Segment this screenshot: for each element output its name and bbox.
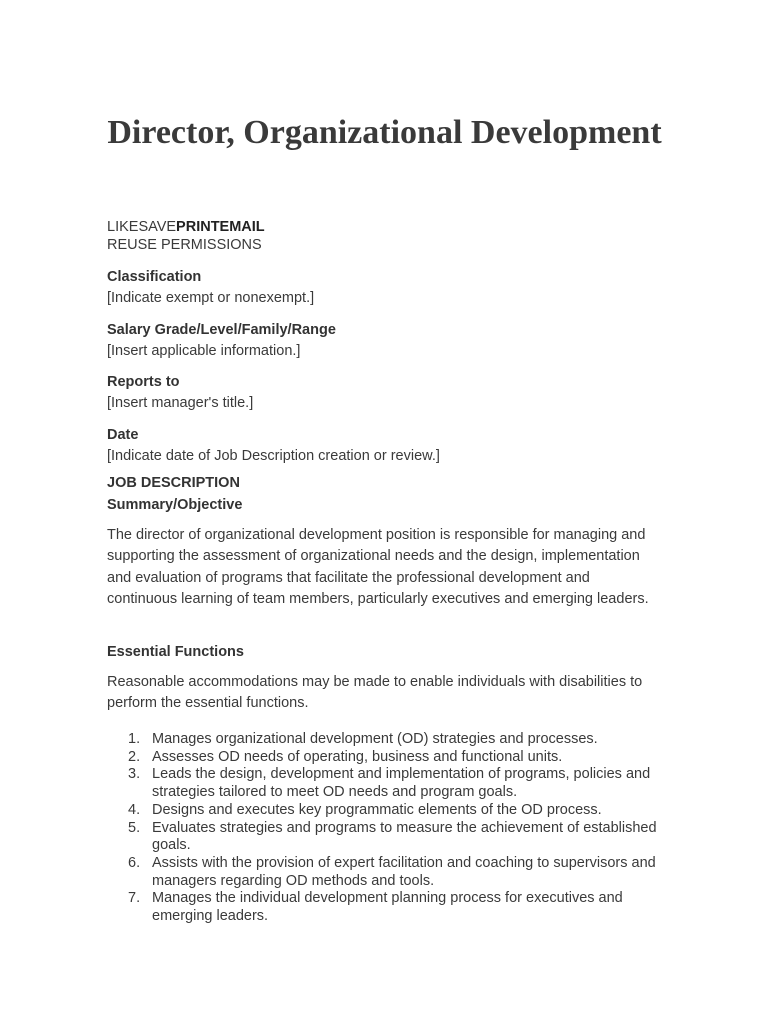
list-text: Evaluates strategies and programs to measure the achievement of established goals. [152, 819, 657, 854]
list-text: Assesses OD needs of operating, business and functional units. [152, 748, 563, 765]
list-item [107, 890, 667, 925]
list-number: 5. [128, 819, 141, 836]
list-number: 2. [128, 748, 141, 765]
field-classification [107, 268, 667, 307]
list-number: 6. [128, 854, 141, 871]
list-item [107, 820, 667, 855]
action-links [107, 218, 265, 254]
list-number: 1. [128, 731, 141, 747]
field-value: [Indicate date of Job Description creation or review.] [107, 448, 440, 464]
list-item [107, 855, 667, 890]
list-number: 7. [128, 890, 141, 907]
field-value: [Insert manager's title.] [107, 395, 254, 411]
list-text: Manages the individual development planning process for executives and emerging leaders. [152, 890, 623, 925]
share-row [107, 218, 265, 236]
email-link[interactable]: EMAIL [219, 219, 265, 235]
like-link[interactable]: LIKE [107, 219, 139, 235]
summary-heading: Summary/Objective [107, 497, 243, 513]
field-label: Salary Grade/Level/Family/Range [107, 322, 336, 338]
page-title: Director, Organizational Development [107, 114, 662, 151]
duties-list [107, 731, 667, 926]
field-salary-grade [107, 321, 667, 360]
field-date [107, 426, 667, 465]
field-label: Classification [107, 269, 202, 285]
field-value: [Indicate exempt or nonexempt.] [107, 290, 315, 306]
essential-functions-text: Reasonable accommodations may be made to enable individuals with disabilities to perform the essential functions. [107, 674, 643, 712]
list-item [107, 731, 667, 749]
list-item [107, 749, 667, 767]
field-label: Reports to [107, 374, 180, 390]
field-reports-to [107, 373, 667, 412]
job-description-heading: JOB DESCRIPTION [107, 475, 240, 491]
essential-functions-heading: Essential Functions [107, 644, 244, 660]
list-text: Assists with the provision of expert facilitation and coaching to supervisors and managers regarding OD methods and tools. [152, 854, 656, 889]
list-number: 4. [128, 801, 141, 818]
list-text: Designs and executes key programmatic elements of the OD process. [152, 801, 602, 818]
summary-text: The director of organizational development position is responsible for managing and supporting the assessment of organizational needs and the design, implementation and evaluation of programs that facilitate the professional development and continuous learning of team members, particularly executives and emerging leaders. [107, 527, 649, 607]
field-value: [Insert applicable information.] [107, 343, 301, 359]
list-text: Leads the design, development and implementation of programs, policies and strategies tailored to meet OD needs and program goals. [152, 766, 651, 801]
list-number: 3. [128, 766, 141, 783]
list-item [107, 766, 667, 801]
list-item [107, 802, 667, 820]
print-link[interactable]: PRINT [176, 219, 220, 235]
reuse-permissions-link[interactable]: REUSE PERMISSIONS [107, 237, 262, 253]
list-text: Manages organizational development (OD) strategies and processes. [152, 731, 598, 747]
save-link[interactable]: SAVE [138, 219, 177, 235]
field-label: Date [107, 427, 139, 443]
